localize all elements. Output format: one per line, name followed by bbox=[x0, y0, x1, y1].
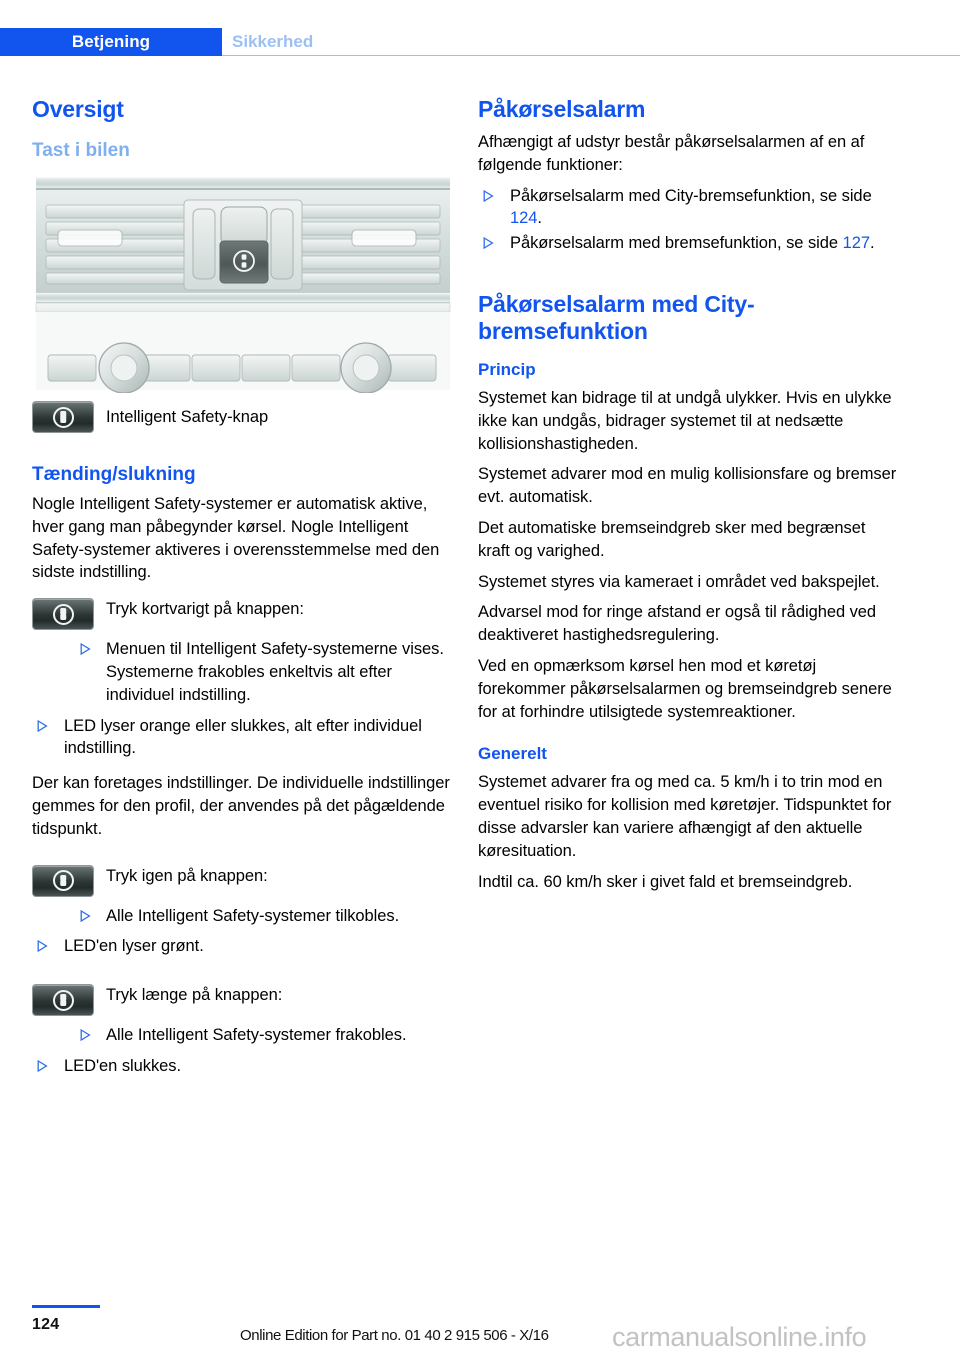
step-press-again bbox=[32, 865, 454, 899]
tab-betjening[interactable]: Betjening bbox=[0, 28, 222, 56]
intro-bullet-list bbox=[478, 185, 900, 255]
step-long-press-label: Tryk længe på knappen: bbox=[106, 986, 283, 1005]
list-item-text: LED'en lyser grønt. bbox=[64, 937, 204, 956]
princip-paragraph-6: Ved en opmærksom kørsel hen mod et køretøj forekommer påkørselsalarmen og bremseindgreb senere for at forhindre utilsigtede systemreaktioner. bbox=[478, 656, 892, 721]
generelt-paragraph-1: Systemet advarer fra og med ca. 5 km/h i to trin mod en eventuel risiko for kollision med køretøjer. Tidspunktet for disse advarsler kan variere afhængigt af den aktuelle køresituation. bbox=[478, 773, 892, 860]
heading-princip: Princip bbox=[478, 359, 536, 379]
princip-paragraph-3: Det automatiske bremseindgreb sker med begrænset kraft og varighed. bbox=[478, 518, 866, 560]
led-orange-bullet bbox=[32, 715, 454, 761]
triangle-bullet-icon bbox=[37, 720, 48, 732]
page-title: Oversigt bbox=[32, 96, 124, 122]
intelligent-safety-button-icon bbox=[32, 598, 94, 630]
list-item-text-after: . bbox=[869, 234, 875, 253]
intelligent-safety-button-icon bbox=[32, 865, 94, 897]
princip-paragraph-2: Systemet advarer mod en mulig kollisionsfare og bremser evt. automatisk. bbox=[478, 465, 897, 507]
tab-bar-rule bbox=[222, 55, 960, 56]
step-short-press-results bbox=[32, 638, 454, 706]
right-column bbox=[478, 96, 900, 893]
list-item bbox=[32, 638, 454, 706]
paragraph-profile-settings: Der kan foretages indstillinger. De individuelle indstillinger gemmes for den profil, der anvendes på det pågældende tidspunkt. bbox=[32, 774, 450, 838]
triangle-bullet-icon bbox=[37, 1060, 48, 1072]
watermark: carmanualsonline.info bbox=[612, 1322, 867, 1352]
paragraph-automatic-activation: Nogle Intelligent Safety-systemer er automatisk aktive, hver gang man påbegynder kørsel. Nogle Intelligent Safety-systemer aktiveres i overensstemmelse med den sidste indstilling. bbox=[32, 495, 440, 582]
list-item-text-after: . bbox=[537, 209, 542, 228]
edition-line: Online Edition for Part no. 01 40 2 915 506 - X/16 bbox=[240, 1327, 549, 1344]
section-title-city-bremsefunktion: Påkørselsalarm med City-bremsefunktion bbox=[478, 290, 755, 344]
list-item bbox=[32, 935, 454, 958]
triangle-bullet-icon bbox=[37, 940, 48, 952]
step-press-again-results bbox=[32, 905, 454, 928]
generelt-paragraph-2: Indtil ca. 60 km/h sker i givet fald et bremseindgreb. bbox=[478, 872, 853, 891]
list-item bbox=[32, 1055, 454, 1078]
princip-paragraph-5: Advarsel mod for ringe afstand er også til rådighed ved deaktiveret hastighedsregulering. bbox=[478, 603, 877, 645]
step-short-press bbox=[32, 598, 454, 632]
figure-caption-row bbox=[32, 401, 454, 435]
list-item-text: Menuen til Intelligent Safety-systemerne vises. Systemerne frakobles enkeltvis alt efter individuel indstilling. bbox=[106, 640, 444, 704]
page-number: 124 bbox=[32, 1316, 60, 1333]
header-tab-bar bbox=[0, 28, 960, 56]
triangle-bullet-icon bbox=[80, 910, 91, 922]
triangle-bullet-icon bbox=[483, 237, 494, 249]
intelligent-safety-button-icon bbox=[32, 401, 94, 433]
triangle-bullet-icon bbox=[483, 190, 494, 202]
step-short-press-label: Tryk kortvarigt på knappen: bbox=[106, 600, 304, 619]
list-item-text: Alle Intelligent Safety-systemer tilkobles. bbox=[106, 906, 400, 925]
led-green-bullet bbox=[32, 935, 454, 958]
list-item bbox=[478, 232, 900, 255]
list-item-text: LED'en slukkes. bbox=[64, 1056, 182, 1075]
section-heading-taending-slukning: Tænding/slukning bbox=[32, 464, 196, 485]
led-off-bullet bbox=[32, 1055, 454, 1078]
list-item bbox=[32, 1024, 454, 1047]
list-item-text: Alle Intelligent Safety-systemer frakobles. bbox=[106, 1026, 407, 1045]
page-reference-link[interactable]: 124 bbox=[510, 209, 538, 228]
step-press-again-label: Tryk igen på knappen: bbox=[106, 866, 268, 885]
figure-caption-text: Intelligent Safety-knap bbox=[106, 408, 269, 426]
intelligent-safety-button-icon bbox=[32, 984, 94, 1016]
list-item-text: Påkørselsalarm med bremsefunktion, se side bbox=[510, 234, 843, 253]
right-page-title: Påkørselsalarm bbox=[478, 96, 646, 122]
tab-sikkerhed[interactable]: Sikkerhed bbox=[232, 32, 314, 51]
list-item bbox=[32, 715, 454, 761]
triangle-bullet-icon bbox=[80, 643, 91, 655]
page-reference-link[interactable]: 127 bbox=[842, 234, 870, 253]
footer-rule bbox=[32, 1305, 100, 1308]
list-item-text: Påkørselsalarm med City-bremsefunktion, se side bbox=[510, 186, 872, 205]
paragraph-intro: Afhængigt af udstyr består påkørselsalarmen af en af følgende funktioner: bbox=[478, 133, 865, 174]
left-column bbox=[32, 96, 454, 1080]
heading-generelt: Generelt bbox=[478, 744, 547, 764]
list-item-text: LED lyser orange eller slukkes, alt efter individuel indstilling. bbox=[64, 716, 422, 758]
dashboard-photo bbox=[32, 175, 454, 393]
list-item bbox=[32, 905, 454, 928]
list-item bbox=[478, 185, 900, 231]
triangle-bullet-icon bbox=[80, 1029, 91, 1041]
step-long-press-results bbox=[32, 1024, 454, 1047]
left-subtitle: Tast i bilen bbox=[32, 140, 130, 161]
princip-paragraph-1: Systemet kan bidrage til at undgå ulykker. Hvis en ulykke ikke kan undgås, bidrager systemet til at nedsætte kollisionshastigheden. bbox=[478, 388, 892, 453]
step-long-press bbox=[32, 984, 454, 1018]
princip-paragraph-4: Systemet styres via kameraet i området ved bakspejlet. bbox=[478, 572, 880, 591]
